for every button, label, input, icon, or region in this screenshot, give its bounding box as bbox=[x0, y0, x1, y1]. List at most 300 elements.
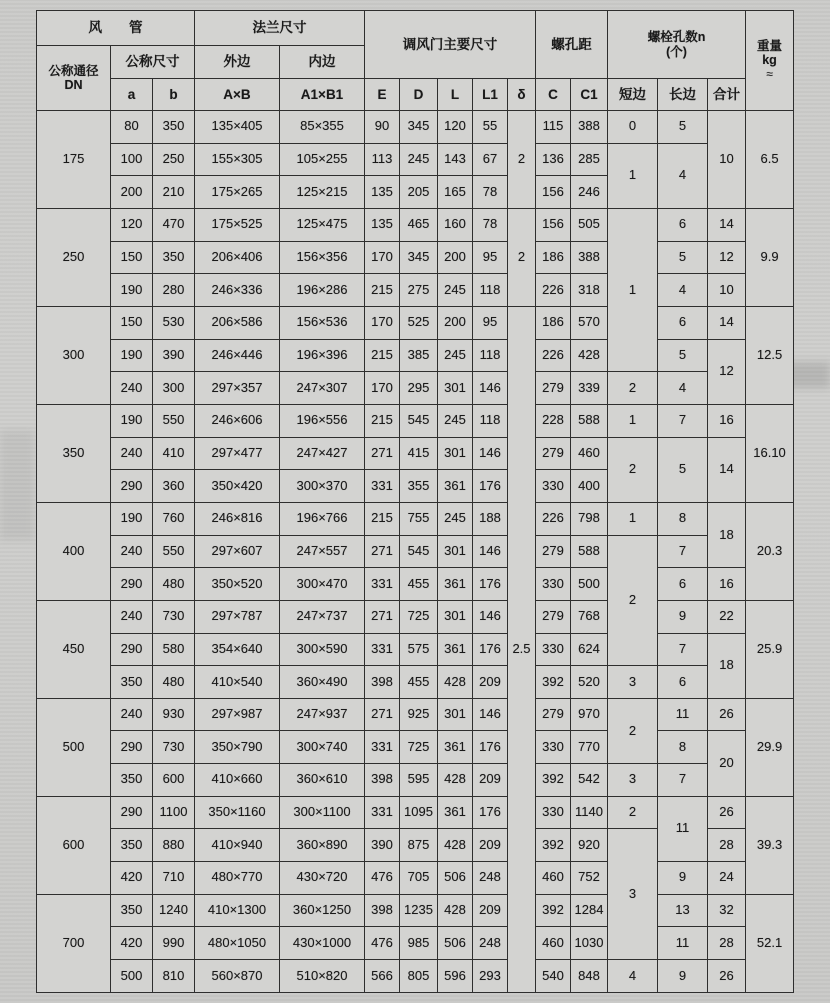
cell: 476 bbox=[365, 927, 400, 960]
table-row bbox=[37, 960, 794, 993]
cell: 398 bbox=[365, 666, 400, 699]
cell: 810 bbox=[153, 960, 195, 993]
cell: 186 bbox=[536, 306, 571, 339]
col-long-side: 长边 bbox=[658, 79, 708, 111]
cell: 176 bbox=[473, 568, 508, 601]
cell: 3 bbox=[608, 764, 658, 797]
cell: 28 bbox=[708, 829, 746, 862]
cell: 248 bbox=[473, 927, 508, 960]
cell: 570 bbox=[571, 306, 608, 339]
cell: 11 bbox=[658, 796, 708, 861]
cell: 460 bbox=[571, 437, 608, 470]
cell: 209 bbox=[473, 666, 508, 699]
cell: 455 bbox=[400, 568, 438, 601]
table-row bbox=[37, 502, 794, 535]
cell: 11 bbox=[658, 927, 708, 960]
cell: 301 bbox=[438, 372, 473, 405]
table-row bbox=[37, 698, 794, 731]
cell: 768 bbox=[571, 600, 608, 633]
cell: 9 bbox=[658, 600, 708, 633]
col-l: L bbox=[438, 79, 473, 111]
cell: 246 bbox=[571, 176, 608, 209]
cell: 455 bbox=[400, 666, 438, 699]
cell: 300 bbox=[153, 372, 195, 405]
cell: 385 bbox=[400, 339, 438, 372]
cell: 209 bbox=[473, 894, 508, 927]
cell: 361 bbox=[438, 633, 473, 666]
header-duct: 风 管 bbox=[37, 11, 195, 46]
cell: 5 bbox=[658, 437, 708, 502]
cell: 480 bbox=[153, 568, 195, 601]
cell: 297×357 bbox=[195, 372, 280, 405]
cell: 880 bbox=[153, 829, 195, 862]
cell: 209 bbox=[473, 764, 508, 797]
cell: 170 bbox=[365, 372, 400, 405]
table-row bbox=[37, 274, 794, 307]
cell: 5 bbox=[658, 111, 708, 144]
cell: 26 bbox=[708, 960, 746, 993]
cell: 206×406 bbox=[195, 241, 280, 274]
cell: 297×987 bbox=[195, 698, 280, 731]
col-short-side: 短边 bbox=[608, 79, 658, 111]
cell: 293 bbox=[473, 960, 508, 993]
cell: 247×937 bbox=[280, 698, 365, 731]
cell: 360×490 bbox=[280, 666, 365, 699]
cell: 16 bbox=[708, 404, 746, 437]
table-row bbox=[37, 633, 794, 666]
cell: 360×610 bbox=[280, 764, 365, 797]
cell: 798 bbox=[571, 502, 608, 535]
cell: 146 bbox=[473, 437, 508, 470]
cell: 20.3 bbox=[746, 502, 794, 600]
cell: 118 bbox=[473, 339, 508, 372]
cell: 410×540 bbox=[195, 666, 280, 699]
cell: 420 bbox=[111, 927, 153, 960]
header-bolt-count bbox=[608, 11, 746, 79]
cell: 925 bbox=[400, 698, 438, 731]
cell: 339 bbox=[571, 372, 608, 405]
cell: 13 bbox=[658, 894, 708, 927]
cell: 275 bbox=[400, 274, 438, 307]
cell: 176 bbox=[473, 633, 508, 666]
cell: 245 bbox=[438, 502, 473, 535]
cell: 5 bbox=[658, 241, 708, 274]
cell: 271 bbox=[365, 698, 400, 731]
cell: 388 bbox=[571, 241, 608, 274]
cell: 510×820 bbox=[280, 960, 365, 993]
cell: 392 bbox=[536, 894, 571, 927]
cell: 100 bbox=[111, 143, 153, 176]
table-body bbox=[37, 111, 794, 993]
cell: 18 bbox=[708, 502, 746, 567]
header-weight bbox=[746, 11, 794, 111]
cell: 600 bbox=[37, 796, 111, 894]
col-total: 合计 bbox=[708, 79, 746, 111]
cell: 247×427 bbox=[280, 437, 365, 470]
header-dn bbox=[37, 46, 111, 111]
cell: 190 bbox=[111, 339, 153, 372]
cell: 196×556 bbox=[280, 404, 365, 437]
cell: 2 bbox=[608, 796, 658, 829]
cell: 301 bbox=[438, 437, 473, 470]
cell: 330 bbox=[536, 731, 571, 764]
cell: 279 bbox=[536, 698, 571, 731]
cell: 240 bbox=[111, 372, 153, 405]
cell: 1 bbox=[608, 208, 658, 371]
cell: 480×1050 bbox=[195, 927, 280, 960]
table-row bbox=[37, 241, 794, 274]
cell: 226 bbox=[536, 339, 571, 372]
cell: 7 bbox=[658, 633, 708, 666]
cell: 1100 bbox=[153, 796, 195, 829]
cell: 297×477 bbox=[195, 437, 280, 470]
cell: 85×355 bbox=[280, 111, 365, 144]
cell: 752 bbox=[571, 862, 608, 895]
cell: 301 bbox=[438, 698, 473, 731]
cell: 271 bbox=[365, 600, 400, 633]
header-outer-edge: 外边 bbox=[195, 46, 280, 79]
cell: 12 bbox=[708, 241, 746, 274]
cell: 2 bbox=[608, 698, 658, 763]
cell: 7 bbox=[658, 535, 708, 568]
cell: 755 bbox=[400, 502, 438, 535]
cell: 113 bbox=[365, 143, 400, 176]
cell: 330 bbox=[536, 633, 571, 666]
cell: 175 bbox=[37, 111, 111, 209]
cell: 7 bbox=[658, 764, 708, 797]
scan-artifact bbox=[0, 430, 34, 540]
cell: 350 bbox=[111, 894, 153, 927]
cell: 285 bbox=[571, 143, 608, 176]
cell: 290 bbox=[111, 731, 153, 764]
cell: 1 bbox=[608, 502, 658, 535]
cell: 279 bbox=[536, 535, 571, 568]
cell: 400 bbox=[571, 470, 608, 503]
cell: 150 bbox=[111, 306, 153, 339]
cell: 480×770 bbox=[195, 862, 280, 895]
cell: 10 bbox=[708, 111, 746, 209]
cell: 350 bbox=[111, 764, 153, 797]
cell: 90 bbox=[365, 111, 400, 144]
cell: 360×890 bbox=[280, 829, 365, 862]
cell: 361 bbox=[438, 568, 473, 601]
cell: 331 bbox=[365, 568, 400, 601]
cell: 725 bbox=[400, 600, 438, 633]
cell: 392 bbox=[536, 764, 571, 797]
cell: 410×1300 bbox=[195, 894, 280, 927]
cell: 506 bbox=[438, 927, 473, 960]
cell: 290 bbox=[111, 470, 153, 503]
cell: 300×590 bbox=[280, 633, 365, 666]
cell: 29.9 bbox=[746, 698, 794, 796]
cell: 120 bbox=[111, 208, 153, 241]
cell: 14 bbox=[708, 437, 746, 502]
cell: 410×940 bbox=[195, 829, 280, 862]
cell: 105×255 bbox=[280, 143, 365, 176]
cell: 8 bbox=[658, 731, 708, 764]
weight-line2: kg bbox=[762, 53, 777, 68]
cell: 506 bbox=[438, 862, 473, 895]
cell: 215 bbox=[365, 404, 400, 437]
cell: 78 bbox=[473, 176, 508, 209]
cell: 26 bbox=[708, 698, 746, 731]
cell: 770 bbox=[571, 731, 608, 764]
cell: 160 bbox=[438, 208, 473, 241]
table-row bbox=[37, 764, 794, 797]
col-d: D bbox=[400, 79, 438, 111]
col-a1xb1: A1×B1 bbox=[280, 79, 365, 111]
cell: 1140 bbox=[571, 796, 608, 829]
cell: 24 bbox=[708, 862, 746, 895]
cell: 250 bbox=[37, 208, 111, 306]
cell: 7 bbox=[658, 404, 708, 437]
cell: 331 bbox=[365, 796, 400, 829]
cell: 350 bbox=[111, 829, 153, 862]
cell: 2 bbox=[608, 372, 658, 405]
cell: 2 bbox=[508, 208, 536, 306]
cell: 156 bbox=[536, 208, 571, 241]
header-damper-dims: 调风门主要尺寸 bbox=[365, 11, 536, 79]
cell: 875 bbox=[400, 829, 438, 862]
cell: 67 bbox=[473, 143, 508, 176]
cell: 6 bbox=[658, 666, 708, 699]
cell: 196×766 bbox=[280, 502, 365, 535]
cell: 428 bbox=[571, 339, 608, 372]
cell: 206×586 bbox=[195, 306, 280, 339]
cell: 596 bbox=[438, 960, 473, 993]
cell: 290 bbox=[111, 633, 153, 666]
cell: 428 bbox=[438, 764, 473, 797]
cell: 550 bbox=[153, 404, 195, 437]
cell: 331 bbox=[365, 731, 400, 764]
cell: 176 bbox=[473, 796, 508, 829]
cell: 176 bbox=[473, 731, 508, 764]
cell: 361 bbox=[438, 731, 473, 764]
cell: 361 bbox=[438, 796, 473, 829]
cell: 14 bbox=[708, 306, 746, 339]
cell: 392 bbox=[536, 666, 571, 699]
cell: 2 bbox=[508, 111, 536, 209]
cell: 400 bbox=[37, 502, 111, 600]
cell: 360 bbox=[153, 470, 195, 503]
cell: 156×536 bbox=[280, 306, 365, 339]
cell: 390 bbox=[365, 829, 400, 862]
cell: 470 bbox=[153, 208, 195, 241]
cell: 331 bbox=[365, 470, 400, 503]
header-bolt-pitch: 螺孔距 bbox=[536, 11, 608, 79]
cell: 135 bbox=[365, 176, 400, 209]
cell: 398 bbox=[365, 764, 400, 797]
cell: 450 bbox=[37, 600, 111, 698]
table-row bbox=[37, 894, 794, 927]
cell: 215 bbox=[365, 339, 400, 372]
cell: 115 bbox=[536, 111, 571, 144]
cell: 196×396 bbox=[280, 339, 365, 372]
cell: 970 bbox=[571, 698, 608, 731]
cell: 226 bbox=[536, 274, 571, 307]
spec-table bbox=[36, 10, 794, 993]
dn-line1: 公称通径 bbox=[48, 63, 99, 78]
cell: 248 bbox=[473, 862, 508, 895]
cell: 428 bbox=[438, 666, 473, 699]
cell: 32 bbox=[708, 894, 746, 927]
cell: 155×305 bbox=[195, 143, 280, 176]
cell: 247×737 bbox=[280, 600, 365, 633]
cell: 280 bbox=[153, 274, 195, 307]
cell: 245 bbox=[438, 339, 473, 372]
col-e: E bbox=[365, 79, 400, 111]
cell: 318 bbox=[571, 274, 608, 307]
cell: 25.9 bbox=[746, 600, 794, 698]
cell: 350×520 bbox=[195, 568, 280, 601]
cell: 118 bbox=[473, 274, 508, 307]
cell: 165 bbox=[438, 176, 473, 209]
cell: 542 bbox=[571, 764, 608, 797]
cell: 410×660 bbox=[195, 764, 280, 797]
cell: 700 bbox=[37, 894, 111, 992]
cell: 360×1250 bbox=[280, 894, 365, 927]
cell: 9 bbox=[658, 960, 708, 993]
table-row bbox=[37, 796, 794, 829]
cell: 245 bbox=[438, 404, 473, 437]
cell: 136 bbox=[536, 143, 571, 176]
cell: 2.5 bbox=[508, 306, 536, 992]
cell: 247×307 bbox=[280, 372, 365, 405]
cell: 215 bbox=[365, 502, 400, 535]
cell: 3 bbox=[608, 666, 658, 699]
cell: 9 bbox=[658, 862, 708, 895]
cell: 460 bbox=[536, 927, 571, 960]
cell: 2 bbox=[608, 437, 658, 502]
cell: 290 bbox=[111, 568, 153, 601]
col-c1: C1 bbox=[571, 79, 608, 111]
cell: 476 bbox=[365, 862, 400, 895]
cell: 78 bbox=[473, 208, 508, 241]
cell: 170 bbox=[365, 306, 400, 339]
cell: 500 bbox=[571, 568, 608, 601]
cell: 730 bbox=[153, 731, 195, 764]
cell: 460 bbox=[536, 862, 571, 895]
cell: 240 bbox=[111, 437, 153, 470]
cell: 600 bbox=[153, 764, 195, 797]
cell: 354×640 bbox=[195, 633, 280, 666]
cell: 80 bbox=[111, 111, 153, 144]
table-row bbox=[37, 437, 794, 470]
cell: 730 bbox=[153, 600, 195, 633]
cell: 350 bbox=[37, 404, 111, 502]
cell: 39.3 bbox=[746, 796, 794, 894]
cell: 205 bbox=[400, 176, 438, 209]
cell: 345 bbox=[400, 241, 438, 274]
cell: 20 bbox=[708, 731, 746, 796]
cell: 146 bbox=[473, 535, 508, 568]
cell: 500 bbox=[111, 960, 153, 993]
header-flange: 法兰尺寸 bbox=[195, 11, 365, 46]
cell: 190 bbox=[111, 404, 153, 437]
bolt-count-line2: (个) bbox=[666, 44, 687, 59]
cell: 120 bbox=[438, 111, 473, 144]
cell: 331 bbox=[365, 633, 400, 666]
cell: 990 bbox=[153, 927, 195, 960]
cell: 10 bbox=[708, 274, 746, 307]
cell: 350×1160 bbox=[195, 796, 280, 829]
cell: 410 bbox=[153, 437, 195, 470]
cell: 350×790 bbox=[195, 731, 280, 764]
cell: 4 bbox=[658, 274, 708, 307]
table-row bbox=[37, 731, 794, 764]
cell: 170 bbox=[365, 241, 400, 274]
cell: 18 bbox=[708, 633, 746, 698]
cell: 4 bbox=[658, 143, 708, 208]
cell: 5 bbox=[658, 339, 708, 372]
cell: 530 bbox=[153, 306, 195, 339]
cell: 350 bbox=[153, 111, 195, 144]
cell: 595 bbox=[400, 764, 438, 797]
table-row bbox=[37, 862, 794, 895]
weight-line1: 重量 bbox=[757, 38, 783, 53]
cell: 388 bbox=[571, 111, 608, 144]
table-row bbox=[37, 111, 794, 144]
cell: 246×446 bbox=[195, 339, 280, 372]
cell: 930 bbox=[153, 698, 195, 731]
cell: 95 bbox=[473, 306, 508, 339]
cell: 301 bbox=[438, 535, 473, 568]
table-row bbox=[37, 143, 794, 176]
cell: 297×607 bbox=[195, 535, 280, 568]
col-l1: L1 bbox=[473, 79, 508, 111]
table-row bbox=[37, 927, 794, 960]
cell: 428 bbox=[438, 894, 473, 927]
cell: 350 bbox=[153, 241, 195, 274]
cell: 588 bbox=[571, 404, 608, 437]
header-nominal-size: 公称尺寸 bbox=[111, 46, 195, 79]
cell: 6 bbox=[658, 306, 708, 339]
cell: 350 bbox=[111, 666, 153, 699]
cell: 228 bbox=[536, 404, 571, 437]
cell: 200 bbox=[438, 241, 473, 274]
cell: 186 bbox=[536, 241, 571, 274]
cell: 6 bbox=[658, 208, 708, 241]
cell: 246×606 bbox=[195, 404, 280, 437]
cell: 279 bbox=[536, 372, 571, 405]
cell: 6.5 bbox=[746, 111, 794, 209]
cell: 398 bbox=[365, 894, 400, 927]
cell: 4 bbox=[608, 960, 658, 993]
cell: 175×265 bbox=[195, 176, 280, 209]
cell: 545 bbox=[400, 404, 438, 437]
cell: 520 bbox=[571, 666, 608, 699]
cell: 760 bbox=[153, 502, 195, 535]
cell: 300×1100 bbox=[280, 796, 365, 829]
cell: 190 bbox=[111, 502, 153, 535]
cell: 392 bbox=[536, 829, 571, 862]
cell: 330 bbox=[536, 796, 571, 829]
cell: 200 bbox=[438, 306, 473, 339]
cell: 146 bbox=[473, 600, 508, 633]
cell: 624 bbox=[571, 633, 608, 666]
cell: 16 bbox=[708, 568, 746, 601]
cell: 26 bbox=[708, 796, 746, 829]
cell: 240 bbox=[111, 600, 153, 633]
cell: 290 bbox=[111, 796, 153, 829]
cell: 143 bbox=[438, 143, 473, 176]
cell: 710 bbox=[153, 862, 195, 895]
cell: 330 bbox=[536, 568, 571, 601]
cell: 22 bbox=[708, 600, 746, 633]
cell: 1030 bbox=[571, 927, 608, 960]
table-header bbox=[37, 11, 794, 111]
weight-approx-symbol: ≈ bbox=[766, 67, 773, 82]
